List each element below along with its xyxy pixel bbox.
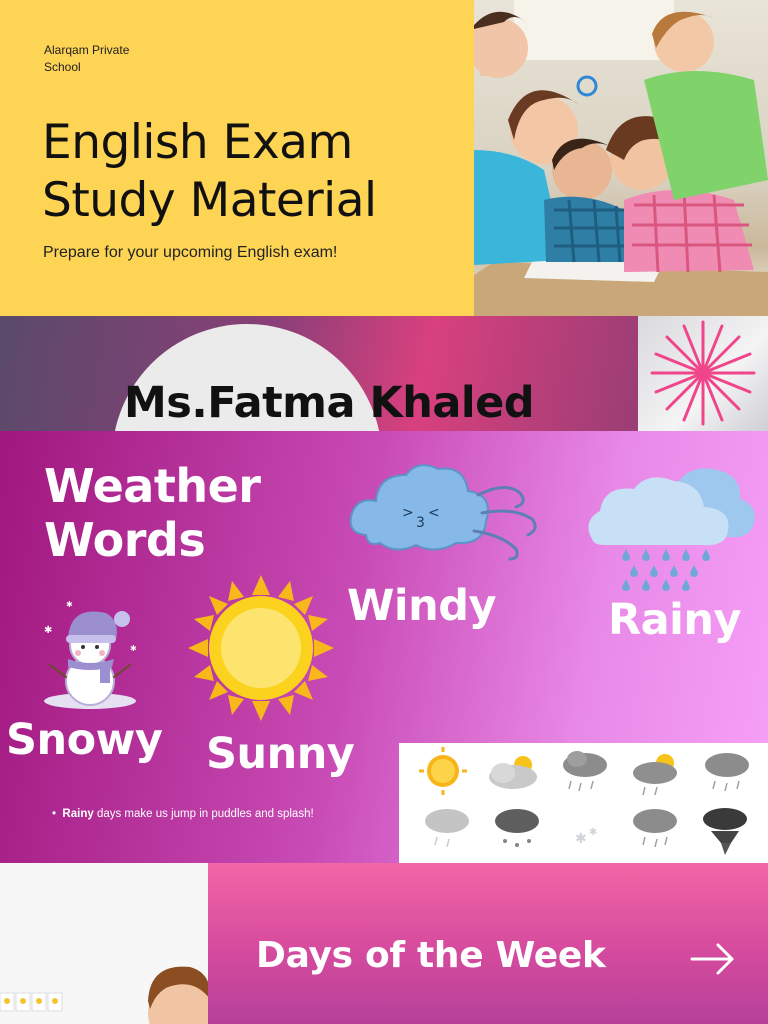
svg-text:<: <	[428, 505, 440, 521]
days-section	[0, 863, 768, 1024]
weather-heading-line-1: Weather	[44, 459, 261, 513]
svg-text:✱: ✱	[44, 625, 53, 636]
grid-shower-icon	[633, 809, 677, 847]
students-illustration	[474, 0, 768, 316]
sun-icon	[186, 573, 336, 723]
weather-heading	[44, 459, 260, 567]
weather-bullet: • Rainy days make us jump in puddles and splash!	[52, 808, 314, 820]
grid-partly-cloudy-icon	[489, 756, 537, 789]
grid-sun-rain-icon	[633, 754, 677, 795]
classroom-illustration	[0, 863, 208, 1024]
bullet-bold-word: Rainy	[62, 808, 94, 820]
title-line-2: Study Material	[42, 173, 377, 228]
windy-cloud-icon	[346, 455, 546, 565]
cover-section	[0, 0, 768, 316]
svg-text:✱: ✱	[589, 827, 598, 838]
grid-dark-rain-icon	[495, 809, 539, 847]
svg-text:3: 3	[416, 515, 425, 531]
grid-rain-icon-1	[563, 751, 607, 791]
days-panel	[208, 863, 768, 1024]
bullet-text: days make us jump in puddles and splash!	[93, 808, 314, 820]
grid-light-cloud-icon	[425, 809, 469, 847]
grid-snow-icon	[575, 827, 597, 846]
weather-word-windy: Windy	[347, 581, 497, 631]
classroom-photo	[0, 863, 208, 1024]
arrow-right-icon[interactable]	[688, 939, 738, 979]
weather-icons	[399, 743, 768, 863]
page-title	[42, 114, 377, 230]
rain-cloud-icon	[582, 455, 762, 591]
weather-section	[0, 431, 768, 863]
students-photo	[474, 0, 768, 316]
weather-word-rainy: Rainy	[608, 595, 742, 645]
weather-word-sunny: Sunny	[206, 729, 355, 779]
teacher-section	[0, 316, 768, 431]
grid-rain-icon-2	[705, 753, 749, 791]
svg-text:✱: ✱	[575, 830, 587, 846]
svg-text:✱: ✱	[66, 600, 73, 609]
snowman-icon	[40, 599, 140, 711]
grid-tornado-icon	[703, 808, 747, 855]
page-subtitle: Prepare for your upcoming English exam!	[43, 244, 338, 261]
school-name: Alarqam Private School	[44, 43, 130, 74]
weather-word-snowy: Snowy	[6, 715, 163, 765]
days-title: Days of the Week	[256, 935, 606, 976]
burst-icon	[638, 316, 768, 431]
burst-panel	[638, 316, 768, 431]
weather-heading-line-2: Words	[44, 513, 206, 567]
svg-text:✱: ✱	[130, 644, 137, 653]
weather-icon-grid	[399, 743, 768, 863]
teacher-name: Ms.Fatma Khaled	[124, 378, 535, 428]
grid-sun-icon	[419, 747, 467, 795]
svg-text:>: >	[402, 505, 414, 521]
title-line-1: English Exam	[42, 115, 353, 170]
